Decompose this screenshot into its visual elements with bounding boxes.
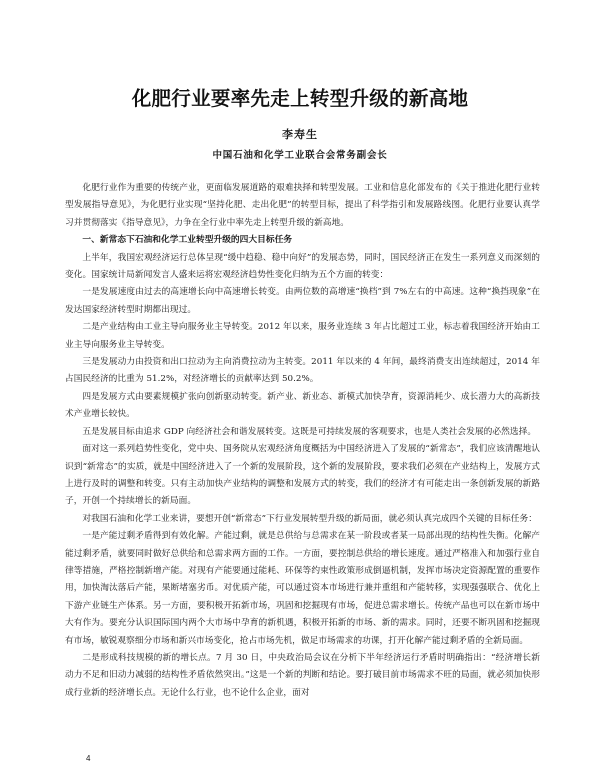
author-name: 李寿生 — [282, 128, 318, 141]
paragraph: 五是发展目标由追求 GDP 向经济社会和谐发展转变。这既是可持续发展的客观要求，也是人类社会发展的必然选择。 — [82, 426, 537, 437]
paragraph: 面对这一系列趋势性变化，党中央、国务院从宏观经济角度概括为中国经济进入了发展的“新常态”，我们应该清醒地认识到“新常态”的实质，就是中国经济进入了一个新的发展阶段，这个新的发展阶段，要求我们必须在产业结构上，发展方式上进行及时的调整和转变。只有主动加快产业结构的调整和发展方式的转变，我们的经济才有可能走出一条创新发展的新路子，开创一个持续增长的新局面。 — [65, 444, 540, 507]
paragraph: 四是发展方式由要素规模扩张向创新驱动转变。新产业、新业态、新模式加快孕育，资源消耗少、成长潜力大的高新技术产业增长较快。 — [65, 391, 540, 420]
paragraph: 二是产业结构由工业主导向服务业主导转变。2012 年以来，服务业连续 3 年占比超过工业，标志着我国经济开始由工业主导向服务业主导转变。 — [65, 322, 540, 350]
article-title: 化肥行业要率先走上转型升级的新高地 — [131, 87, 469, 110]
paragraph-intro: 化肥行业作为重要的传统产业，更面临发展道路的艰难抉择和转型发展。工业和信息化部发布的《关于推进化肥行业转型发展指导意见》，为化肥行业实现“坚持化肥、走出化肥”的转型目标，提出了科学指引和发展路线图。化肥行业要认真学习并贯彻落实《指导意见》，力争在全行业中率先走上转型升级的新高地。 — [65, 183, 540, 228]
paragraph: 一是产能过剩矛盾得到有效化解。产能过剩，就是总供给与总需求在某一阶段或者某一局部出现的结构性失衡。化解产能过剩矛盾，就要同时做好总供给和总需求两方面的工作。一方面，要控制总供给的增长速度。通过严格准入和加强行业自律等措施，严格控制新增产能。对现有产能要通过能耗、环保等约束性政策形成倒逼机制，发挥市场决定资源配置的重要作用，加快淘汰落后产能，果断堵塞劣币。对优质产能，可以通过资本市场进行兼并重组和产能转移，实现强强联合、优化上下游产业链生产体系。另一方面，要积极开拓新市场，巩固和挖掘现有市场，促进总需求增长。传统产品也可以在新市场中大有作为。要充分认识国际国内两个大市场中孕育的新机遇，积极开拓新的市场、新的需求。同时，还要不断巩固和挖掘现有市场，敏锐观察细分市场和新兴市场变化，抢占市场先机，做足市场需求的功课，打开化解产能过剩矛盾的全新局面。 — [65, 531, 540, 646]
author-affiliation: 中国石油和化学工业联合会常务副会长 — [212, 150, 388, 161]
paragraph: 对我国石油和化学工业来讲，要想开创“新常态”下行业发展转型升级的新局面，就必须认真完成四个关键的目标任务： — [82, 513, 537, 524]
paragraph: 一是发展速度由过去的高速增长向中高速增长转变。由两位数的高增速“换档”到 7%左右的中高速。这种“换挡现象”在发达国家经济转型时期都出现过。 — [65, 287, 540, 315]
paragraph: 二是形成科技规模的新的增长点。7 月 30 日，中央政治局会议在分析下半年经济运行矛盾时明确指出：“经济增长新动力不足和旧动力减弱的结构性矛盾依然突出。”这是一个新的判断和结论。要打破目前市场需求不旺的局面，就必须加快形成行业新的经济增长点。无论什么行业，也不论什么企业，面对 — [65, 652, 540, 698]
section-heading: 一、新常态下石油和化学工业转型升级的四大目标任务 — [82, 235, 293, 246]
paragraph: 上半年，我国宏观经济运行总体呈现“缓中趋稳、稳中向好”的发展态势，同时，国民经济正在发生一系列意义而深刻的变化。国家统计局新闻发言人盛来运将宏观经济趋势性变化归纳为五个方面的转变： — [65, 252, 540, 281]
page-number: 4 — [86, 754, 91, 763]
paragraph: 三是发展动力由投资和出口拉动为主向消费拉动为主转变。2011 年以来的 4 年间，最终消费支出连续超过，2014 年占国民经济的比重为 51.2%，对经济增长的贡献率达到 50.2%。 — [65, 357, 540, 385]
article-body — [65, 180, 540, 702]
